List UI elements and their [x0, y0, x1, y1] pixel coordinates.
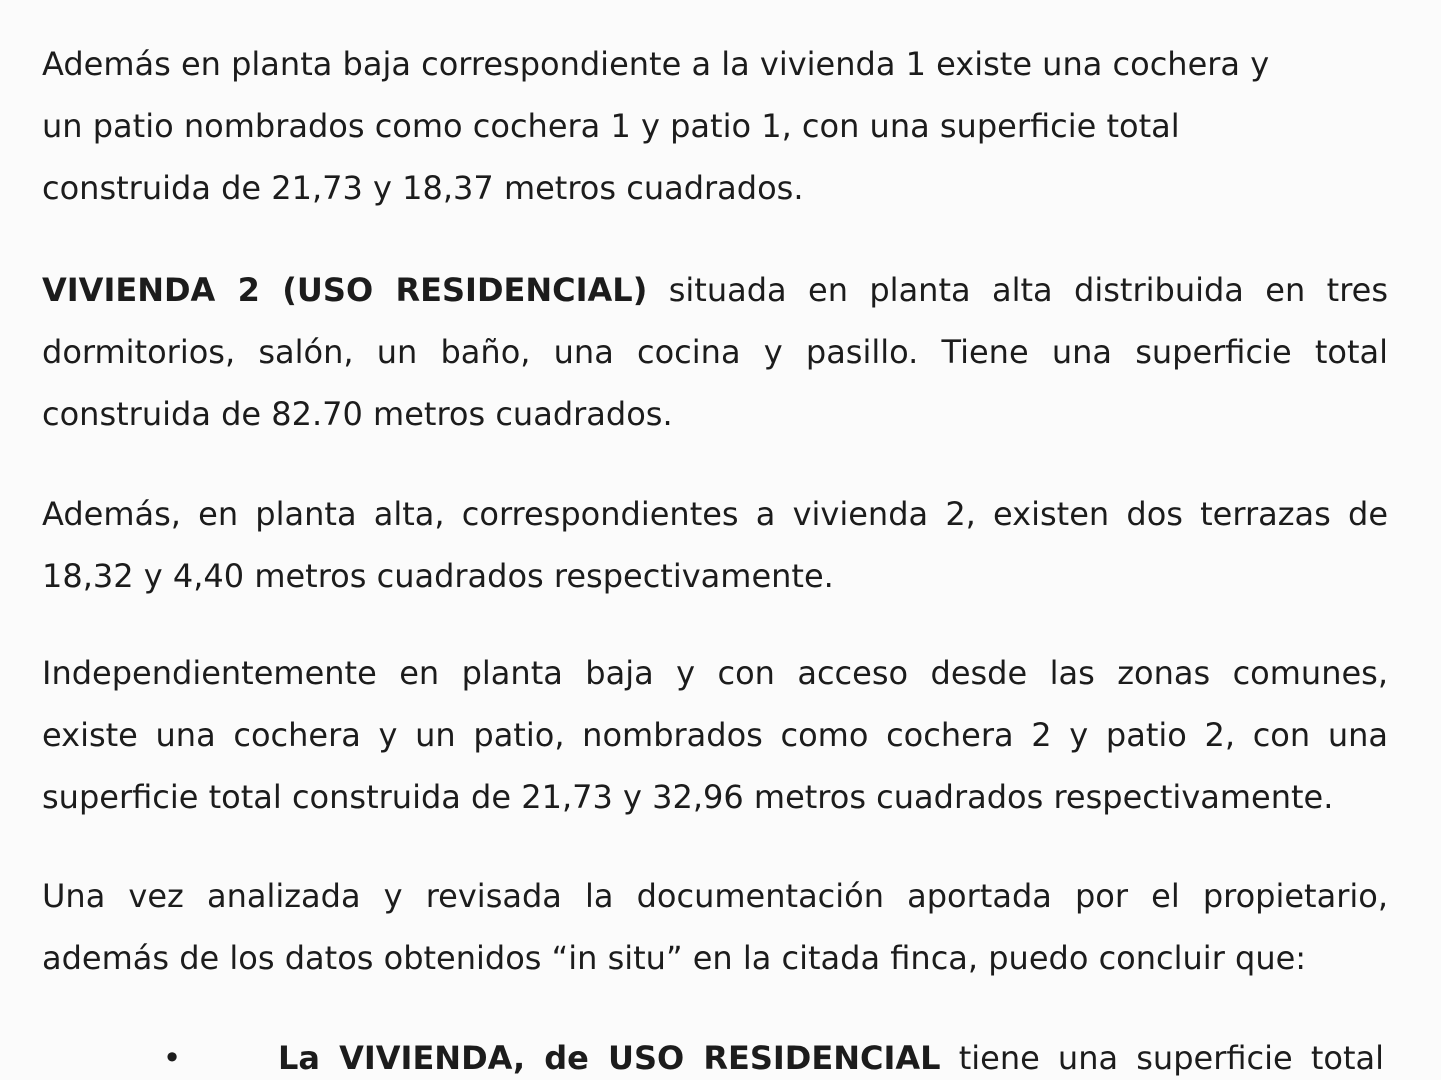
bullet-icon: •: [162, 1039, 182, 1077]
text-line: construida de 21,73 y 18,37 metros cuadrados.: [42, 169, 804, 207]
text-line: Independientemente en planta baja y con acceso desde las zonas comunes,: [42, 654, 1388, 692]
text-fragment: situada en planta alta distribuida en tres: [647, 271, 1389, 309]
bullet-text: [278, 1027, 1384, 1080]
text-line: además de los datos obtenidos “in situ” en la citada finca, puedo concluir que:: [42, 939, 1307, 977]
bullet-item: [0, 1027, 1441, 1080]
paragraph-terrazas: [42, 483, 1388, 607]
text-line: superficie total construida de 21,73 y 32,96 metros cuadrados respectivamente.: [42, 778, 1334, 816]
text-line: Una vez analizada y revisada la documentación aportada por el propietario,: [42, 877, 1388, 915]
text-fragment: tiene una superficie total: [940, 1039, 1384, 1077]
text-line: [42, 259, 1388, 321]
text-line: 18,32 y 4,40 metros cuadrados respectivamente.: [42, 557, 834, 595]
paragraph-vivienda-2: [42, 259, 1388, 445]
text-line: Además, en planta alta, correspondientes a vivienda 2, existen dos terrazas de: [42, 495, 1388, 533]
text-line: construida de 82.70 metros cuadrados.: [42, 395, 673, 433]
text-line: dormitorios, salón, un baño, una cocina y pasillo. Tiene una superficie total: [42, 333, 1388, 371]
text-line: un patio nombrados como cochera 1 y patio 1, con una superficie total: [42, 107, 1180, 145]
heading-vivienda-2: VIVIENDA 2 (USO RESIDENCIAL): [42, 271, 648, 309]
paragraph-garage-patio-2: [42, 642, 1388, 828]
paragraph-conclusion-intro: [42, 865, 1388, 989]
text-line: Además en planta baja correspondiente a la vivienda 1 existe una cochera y: [42, 45, 1270, 83]
paragraph-garage-patio-1: [42, 33, 1362, 219]
bullet-heading: La VIVIENDA, de USO RESIDENCIAL: [278, 1039, 941, 1077]
text-line: existe una cochera y un patio, nombrados como cochera 2 y patio 2, con una: [42, 716, 1388, 754]
